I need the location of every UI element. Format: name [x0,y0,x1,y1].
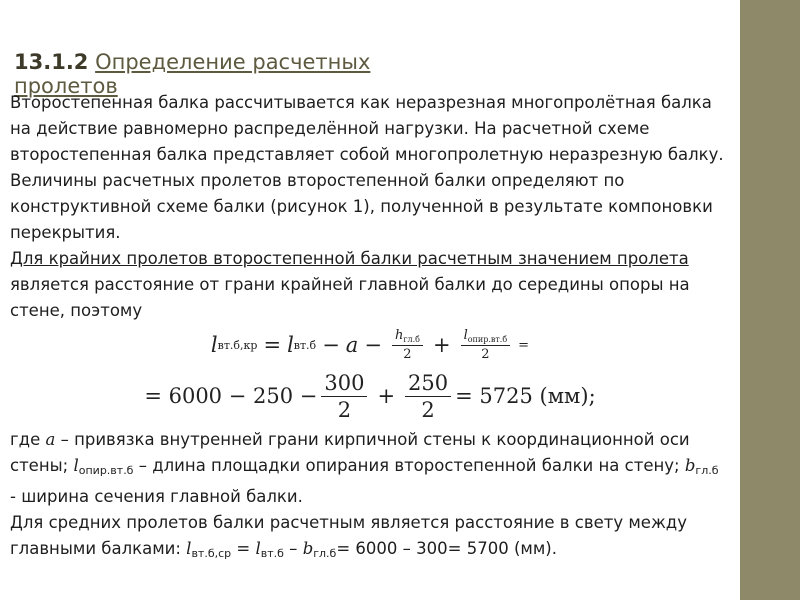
underlined-phrase: Для крайних пролетов второстепенной балки расчетным значением пролета [10,249,689,268]
eq1-term1-sub: вт.б [293,338,317,352]
p3-eq-b-sub: гл.б [313,547,337,560]
eq1-f2-den: 2 [481,347,490,362]
eq2-fraction-2 [405,371,451,422]
eq1-equals: = [263,333,282,357]
eq1-minus: − [322,333,340,357]
eq2-fraction-1 [321,371,367,422]
paragraph-edge-spans-rest: является расстояние от грани крайней главной балки до середины опоры на стене, поэтому [10,275,690,320]
eq1-term1-var: l [287,333,294,357]
equation-edge-span-formula [0,322,740,368]
eq1-lhs-var: l [210,333,218,357]
p3-s4: - ширина сечения главной балки. [10,487,303,506]
p3-s5: Для средних пролетов балки расчетным является расстояние в свету между главными балками: [10,513,687,558]
p3-eq-b: b [302,539,314,558]
eq1-term2: a [345,333,359,357]
p3-var-b-sub: гл.б [695,464,719,477]
p3-var-a: a [45,430,56,449]
p3-eq-tail: = 6000 – 300= 5700 (мм). [336,539,557,558]
p3-s2: – привязка внутренней грани кирпичной стены к координационной оси стены; [10,430,690,475]
eq1-f2-num-var: l [463,328,468,343]
eq2-f2-num: 250 [405,371,451,397]
eq1-f1-num-sub: гл.б [403,335,420,344]
eq2-result: = 5725 (мм); [455,384,596,408]
p3-eq-l: l [186,539,192,558]
section-number: 13.1.2 [14,50,89,74]
eq2-f1-num: 300 [321,371,367,397]
paragraph-edge-spans [10,246,725,324]
eq1-f1-den: 2 [403,347,412,362]
p3-eq-minus: – [283,539,303,558]
eq2-f2-den: 2 [421,397,435,422]
p3-s1: где [10,430,46,449]
p3-eq-l-sub: вт.б,ср [191,547,232,560]
eq2-plus: + [377,384,396,408]
eq2-lead: = 6000 − 250 − [144,384,318,408]
p3-var-b: b [684,456,696,475]
equation-edge-span-numeric [0,370,740,422]
paragraph-intro: Второстепенная балка рассчитывается как неразрезная многопролётная балка на действие равномерно распределённой нагрузки. На расчетной схеме второстепенная балка представляет собой многопролетную неразрезную балку. Величины расчетных пролетов второстепенной балки определяют по конструктивной схеме балки (рисунок 1), полученной в результате компоновки перекрытия. [10,93,724,242]
eq1-f1-num-var: h [394,328,404,343]
p3-eq-equals: = [231,539,256,558]
eq1-plus: + [432,333,451,357]
sidebar-decoration [740,0,800,600]
p3-eq-l2: l [255,539,261,558]
p3-s3: – длина площадки опирания второстепенной балки на стену; [133,456,685,475]
section-heading-text: Определение расчетных пролетов [14,50,371,98]
p3-var-l: l [73,456,79,475]
eq2-f1-den: 2 [337,397,352,422]
p3-eq-l2-sub: вт.б [260,547,284,560]
eq1-fraction-1 [392,328,423,362]
eq1-lhs-sub: вт.б,кр [217,338,258,352]
eq1-f2-num-sub: опир.вт.б [467,335,508,344]
eq1-tail: = [518,337,530,353]
eq1-fraction-2 [461,328,511,362]
paragraph-definitions [10,427,725,567]
eq1-minus-2: − [364,333,382,357]
p3-var-l-sub: опир.вт.б [78,464,134,477]
